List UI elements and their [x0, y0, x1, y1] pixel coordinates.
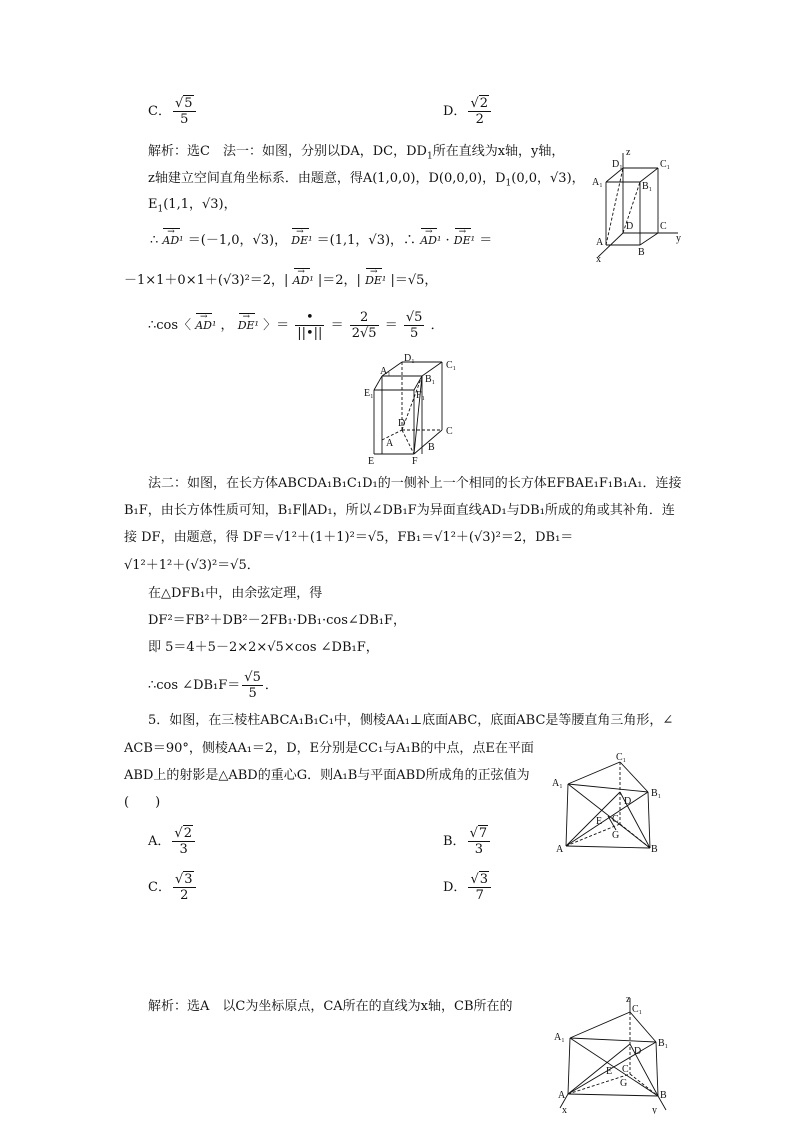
m1-line3: $E_1(1,1$，√3)， [148, 197, 237, 215]
vector-de1-d: → DE¹ [238, 317, 259, 335]
q5-option-a[interactable]: A． $\frac{√2}{3}$ [148, 826, 197, 857]
m1-line5: －1×1＋0×1＋(√3)²＝2，| → AD¹ |＝2，| → DE¹ |＝√5， [124, 272, 437, 290]
m1-line6: ∴cos〈 → AD¹ ， → DE¹ 〉＝ $\frac{•}{||•||}$ ＝ $\frac{2}{2√5}$ ＝ $\frac{√5}{5}$ ． [148, 310, 444, 341]
fig3-label: D [624, 796, 632, 807]
fig1-label: C₁ [660, 159, 671, 170]
fig3-label: B₁ [651, 788, 662, 799]
m2-line6: DF²＝FB²＋DB²－2FB₁·DB₁·cos∠DB₁F， [148, 613, 407, 628]
fig4-label: A [558, 1090, 566, 1101]
fig2-label: D [398, 418, 406, 429]
figure-box-axes [588, 145, 688, 265]
fig2-label: E [368, 456, 375, 466]
q5-option-d[interactable]: D． $\frac{√3}{7}$ [443, 872, 493, 903]
m2-line8: ∴cos ∠DB₁F＝ $\frac{√5}{5}$ ． [148, 670, 278, 701]
m2-line5: 在△DFB₁中，由余弦定理，得 [148, 586, 323, 601]
m1-line1: 解析：选C 法一：如图，分别以DA，DC，$DD_1$所在直线为x轴，y轴， [148, 144, 565, 162]
fig3-label: E [596, 816, 603, 827]
q5-line3: ABD上的射影是△ABD的重心G．则A₁B与平面ABD所成角的正弦值为 [124, 768, 530, 783]
figure-double-box [362, 354, 462, 466]
fig4-label: A₁ [554, 1032, 565, 1043]
option-d-top: D． $\frac{√2}{2}$ [443, 96, 493, 127]
fig3-label: A [556, 844, 564, 855]
fig1-label: C [660, 221, 667, 232]
fig1-label: D₁ [612, 159, 623, 170]
m2-line4: √1²＋1²＋(√3)²＝√5． [124, 558, 260, 573]
fig4-label: x [562, 1105, 567, 1114]
fig2-label: C [446, 426, 453, 437]
solution5-line1: 解析：选A 以C为坐标原点，CA所在的直线为x轴，CB所在的 [148, 999, 513, 1014]
q5-line2: ACB＝90°，侧棱AA₁＝2，D，E分别是CC₁与A₁B的中点，点E在平面 [124, 741, 534, 756]
fig2-label: E₁ [364, 388, 374, 399]
vector-ad1-d: → AD¹ [195, 317, 216, 335]
vector-ad1-c: → AD¹ [293, 272, 314, 290]
fig2-label: F [412, 456, 418, 466]
fig1-label: z [626, 147, 631, 158]
fig4-label: C [622, 1064, 629, 1075]
m2-line1: 法二：如图，在长方体ABCDA₁B₁C₁D₁的一侧补上一个相同的长方体EFBAE₁F₁B₁A₁．连接 [148, 476, 682, 491]
fig2-label: F₁ [416, 390, 426, 401]
fig4-label: G [620, 1078, 628, 1089]
fig2-label: C₁ [446, 360, 457, 371]
fig1-label: A [596, 237, 604, 248]
m2-line7: 即 5＝4＋5－2×2×√5×cos ∠DB₁F， [148, 640, 379, 655]
fig1-label: B₁ [642, 181, 653, 192]
m2-line3: 接 DF，由题意，得 DF＝√1²＋(1＋1)²＝√5，FB₁＝√1²＋(√3)²＝2，DB₁＝ [124, 530, 574, 545]
fig4-label: B [660, 1090, 667, 1101]
q5-line4: ( ) [124, 795, 161, 810]
m2-line2: B₁F，由长方体性质可知，B₁F∥AD₁，所以∠DB₁F为异面直线AD₁与DB₁所成的角或其补角．连 [124, 503, 675, 518]
option-c-top: C． $\frac{√5}{5}$ [148, 96, 198, 127]
fig4-label: y [652, 1105, 657, 1114]
fig2-label: B [428, 442, 435, 453]
fig2-label: A₁ [380, 366, 391, 377]
vector-de1: → DE¹ [291, 232, 312, 250]
figure-prism [550, 752, 670, 856]
q5-option-b[interactable]: B． $\frac{√7}{3}$ [443, 826, 492, 857]
fig4-label: C₁ [632, 1004, 643, 1015]
m1-line4: ∴ → AD¹ ＝(－1,0，√3)， → DE¹ ＝(1,1，√3)，∴ → AD¹ · → DE¹ ＝ [150, 232, 492, 250]
fig3-label: A₁ [552, 778, 563, 789]
m1-line2: z轴建立空间直角坐标系．由题意，得A(1,0,0)，D(0,0,0)，$D_1(0,0$，√3)， [148, 171, 585, 189]
fig3-label: B [651, 844, 658, 855]
fig4-label: E [606, 1066, 613, 1077]
fig4-label: D [634, 1046, 642, 1057]
vector-de1-b: → DE¹ [454, 232, 475, 250]
fig2-label: B₁ [425, 374, 436, 385]
q5-line1: 5．如图，在三棱柱ABCA₁B₁C₁中，侧棱AA₁⊥底面ABC，底面ABC是等腰直角三角形，∠ [148, 713, 674, 728]
vector-ad1-b: → AD¹ [420, 232, 441, 250]
fig3-label: G [612, 830, 620, 841]
fig1-label: x [596, 254, 601, 265]
fig1-label: D [626, 221, 634, 232]
fig2-label: D₁ [404, 354, 415, 364]
fig3-label: C₁ [616, 752, 627, 763]
q5-option-c[interactable]: C． $\frac{√3}{2}$ [148, 872, 198, 903]
vector-ad1: → AD¹ [162, 232, 183, 250]
fig1-label: B [638, 247, 645, 258]
figure-prism-axes [552, 994, 672, 1114]
fig4-label: B₁ [658, 1038, 669, 1049]
fig2-label: A [386, 438, 394, 449]
fig4-label: z [626, 994, 631, 1005]
fig3-label: C [612, 814, 619, 825]
fig1-label: A₁ [592, 177, 603, 188]
vector-de1-c: → DE¹ [365, 272, 386, 290]
fig1-label: y [676, 233, 681, 244]
